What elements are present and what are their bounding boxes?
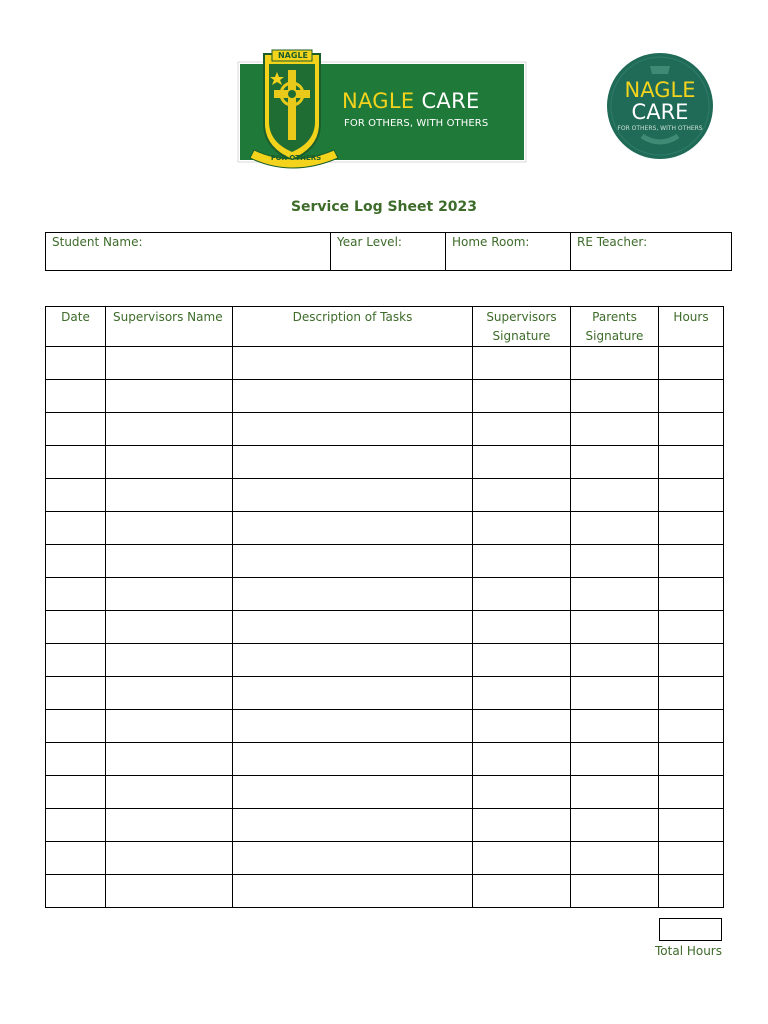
- table-row: [46, 512, 724, 545]
- student-name-label: Student Name:: [52, 235, 143, 249]
- header-parents-signature-line1: Parents: [592, 310, 637, 324]
- banner-tagline: FOR OTHERS, WITH OTHERS: [344, 118, 489, 129]
- parents-signature-cell[interactable]: [571, 710, 659, 743]
- parents-signature-cell[interactable]: [571, 380, 659, 413]
- parents-signature-cell[interactable]: [571, 611, 659, 644]
- student-info-table: [45, 232, 732, 271]
- supervisors-name-cell[interactable]: [106, 743, 233, 776]
- parents-signature-cell[interactable]: [571, 512, 659, 545]
- table-row: [46, 380, 724, 413]
- supervisors-name-cell[interactable]: [106, 479, 233, 512]
- parents-signature-cell[interactable]: [571, 875, 659, 908]
- nagle-care-banner-logo: [236, 46, 532, 170]
- description-cell[interactable]: [233, 479, 473, 512]
- hours-cell[interactable]: [659, 446, 724, 479]
- hours-cell[interactable]: [659, 809, 724, 842]
- nagle-care-round-logo: [606, 52, 714, 160]
- re-teacher-label: RE Teacher:: [577, 235, 648, 249]
- hours-cell[interactable]: [659, 842, 724, 875]
- supervisors-signature-cell[interactable]: [473, 545, 571, 578]
- table-row: [46, 677, 724, 710]
- date-cell[interactable]: [46, 743, 106, 776]
- table-row: [46, 776, 724, 809]
- table-row: [46, 578, 724, 611]
- supervisors-name-cell[interactable]: [106, 611, 233, 644]
- date-cell[interactable]: [46, 578, 106, 611]
- supervisors-name-cell[interactable]: [106, 578, 233, 611]
- table-row: [46, 479, 724, 512]
- hours-cell[interactable]: [659, 413, 724, 446]
- description-cell[interactable]: [233, 611, 473, 644]
- header-supervisors-name: Supervisors Name: [106, 307, 233, 347]
- description-cell[interactable]: [233, 545, 473, 578]
- description-cell[interactable]: [233, 710, 473, 743]
- parents-signature-cell[interactable]: [571, 446, 659, 479]
- hours-cell[interactable]: [659, 479, 724, 512]
- document-title: Service Log Sheet 2023: [290, 199, 478, 215]
- supervisors-signature-cell[interactable]: [473, 776, 571, 809]
- table-row: [46, 743, 724, 776]
- header-supervisors-signature-line1: Supervisors: [486, 310, 557, 324]
- banner-title-nagle: NAGLE: [342, 89, 415, 113]
- parents-signature-cell[interactable]: [571, 479, 659, 512]
- supervisors-name-cell[interactable]: [106, 413, 233, 446]
- home-room-field[interactable]: [446, 233, 571, 271]
- supervisors-name-cell[interactable]: [106, 380, 233, 413]
- log-table-body: [46, 347, 724, 908]
- table-row: [46, 644, 724, 677]
- date-cell[interactable]: [46, 347, 106, 380]
- description-cell[interactable]: [233, 842, 473, 875]
- table-row: [46, 611, 724, 644]
- description-cell[interactable]: [233, 809, 473, 842]
- parents-signature-cell[interactable]: [571, 578, 659, 611]
- supervisors-name-cell[interactable]: [106, 677, 233, 710]
- description-cell[interactable]: [233, 875, 473, 908]
- total-hours-box[interactable]: [659, 918, 722, 941]
- table-row: [46, 347, 724, 380]
- supervisors-signature-cell[interactable]: [473, 611, 571, 644]
- home-room-label: Home Room:: [452, 235, 530, 249]
- table-row: [46, 545, 724, 578]
- date-cell[interactable]: [46, 545, 106, 578]
- hours-cell[interactable]: [659, 380, 724, 413]
- date-cell[interactable]: [46, 710, 106, 743]
- date-cell[interactable]: [46, 611, 106, 644]
- date-cell[interactable]: [46, 413, 106, 446]
- supervisors-signature-cell[interactable]: [473, 644, 571, 677]
- supervisors-signature-cell[interactable]: [473, 875, 571, 908]
- date-cell[interactable]: [46, 380, 106, 413]
- parents-signature-cell[interactable]: [571, 677, 659, 710]
- parents-signature-cell[interactable]: [571, 809, 659, 842]
- table-row: [46, 842, 724, 875]
- round-logo-nagle: NAGLE: [624, 78, 696, 102]
- date-cell[interactable]: [46, 809, 106, 842]
- supervisors-signature-cell[interactable]: [473, 446, 571, 479]
- service-log-table: [45, 306, 724, 908]
- parents-signature-cell[interactable]: [571, 644, 659, 677]
- supervisors-name-cell[interactable]: [106, 512, 233, 545]
- header-supervisors-signature: [473, 307, 571, 347]
- description-cell[interactable]: [233, 776, 473, 809]
- student-name-field[interactable]: [46, 233, 331, 271]
- supervisors-signature-cell[interactable]: [473, 809, 571, 842]
- crest-top-text: NAGLE: [277, 51, 308, 60]
- hours-cell[interactable]: [659, 644, 724, 677]
- date-cell[interactable]: [46, 644, 106, 677]
- description-cell[interactable]: [233, 347, 473, 380]
- hours-cell[interactable]: [659, 875, 724, 908]
- parents-signature-cell[interactable]: [571, 347, 659, 380]
- supervisors-signature-cell[interactable]: [473, 413, 571, 446]
- supervisors-signature-cell[interactable]: [473, 479, 571, 512]
- parents-signature-cell[interactable]: [571, 413, 659, 446]
- supervisors-name-cell[interactable]: [106, 875, 233, 908]
- parents-signature-cell[interactable]: [571, 776, 659, 809]
- supervisors-signature-cell[interactable]: [473, 677, 571, 710]
- banner-title: [342, 89, 480, 113]
- header-date: Date: [46, 307, 106, 347]
- description-cell[interactable]: [233, 677, 473, 710]
- date-cell[interactable]: [46, 512, 106, 545]
- supervisors-signature-cell[interactable]: [473, 380, 571, 413]
- date-cell[interactable]: [46, 677, 106, 710]
- re-teacher-field[interactable]: [571, 233, 732, 271]
- header-parents-signature-line2: Signature: [585, 329, 644, 343]
- date-cell[interactable]: [46, 776, 106, 809]
- header-hours: Hours: [659, 307, 724, 347]
- supervisors-signature-cell[interactable]: [473, 347, 571, 380]
- hours-cell[interactable]: [659, 776, 724, 809]
- supervisors-name-cell[interactable]: [106, 347, 233, 380]
- supervisors-name-cell[interactable]: [106, 644, 233, 677]
- round-logo-care: CARE: [631, 100, 689, 124]
- supervisors-name-cell[interactable]: [106, 446, 233, 479]
- table-row: [46, 809, 724, 842]
- total-hours-label: Total Hours: [655, 944, 722, 958]
- round-logo-tagline: FOR OTHERS, WITH OTHERS: [617, 125, 703, 132]
- supervisors-signature-cell[interactable]: [473, 842, 571, 875]
- hours-cell[interactable]: [659, 578, 724, 611]
- supervisors-name-cell[interactable]: [106, 776, 233, 809]
- log-header-row: [46, 307, 724, 347]
- table-row: [46, 413, 724, 446]
- supervisors-signature-cell[interactable]: [473, 578, 571, 611]
- description-cell[interactable]: [233, 743, 473, 776]
- supervisors-signature-cell[interactable]: [473, 710, 571, 743]
- date-cell[interactable]: [46, 446, 106, 479]
- description-cell[interactable]: [233, 380, 473, 413]
- table-row: [46, 710, 724, 743]
- supervisors-name-cell[interactable]: [106, 545, 233, 578]
- description-cell[interactable]: [233, 578, 473, 611]
- hours-cell[interactable]: [659, 743, 724, 776]
- supervisors-name-cell[interactable]: [106, 842, 233, 875]
- supervisors-signature-cell[interactable]: [473, 743, 571, 776]
- description-cell[interactable]: [233, 644, 473, 677]
- hours-cell[interactable]: [659, 545, 724, 578]
- supervisors-name-cell[interactable]: [106, 809, 233, 842]
- crest-ribbon-text: FOR OTHERS: [270, 154, 322, 162]
- table-row: [46, 446, 724, 479]
- supervisors-signature-cell[interactable]: [473, 512, 571, 545]
- banner-title-care: CARE: [421, 89, 480, 113]
- parents-signature-cell[interactable]: [571, 743, 659, 776]
- student-info-row: [46, 233, 732, 271]
- date-cell[interactable]: [46, 479, 106, 512]
- parents-signature-cell[interactable]: [571, 842, 659, 875]
- hours-cell[interactable]: [659, 710, 724, 743]
- hours-cell[interactable]: [659, 611, 724, 644]
- year-level-label: Year Level:: [337, 235, 402, 249]
- description-cell[interactable]: [233, 512, 473, 545]
- header-parents-signature: [571, 307, 659, 347]
- description-cell[interactable]: [233, 413, 473, 446]
- hours-cell[interactable]: [659, 347, 724, 380]
- year-level-field[interactable]: [331, 233, 446, 271]
- date-cell[interactable]: [46, 842, 106, 875]
- description-cell[interactable]: [233, 446, 473, 479]
- hours-cell[interactable]: [659, 512, 724, 545]
- date-cell[interactable]: [46, 875, 106, 908]
- hours-cell[interactable]: [659, 677, 724, 710]
- header-description: Description of Tasks: [233, 307, 473, 347]
- supervisors-name-cell[interactable]: [106, 710, 233, 743]
- header-supervisors-signature-line2: Signature: [492, 329, 551, 343]
- parents-signature-cell[interactable]: [571, 545, 659, 578]
- table-row: [46, 875, 724, 908]
